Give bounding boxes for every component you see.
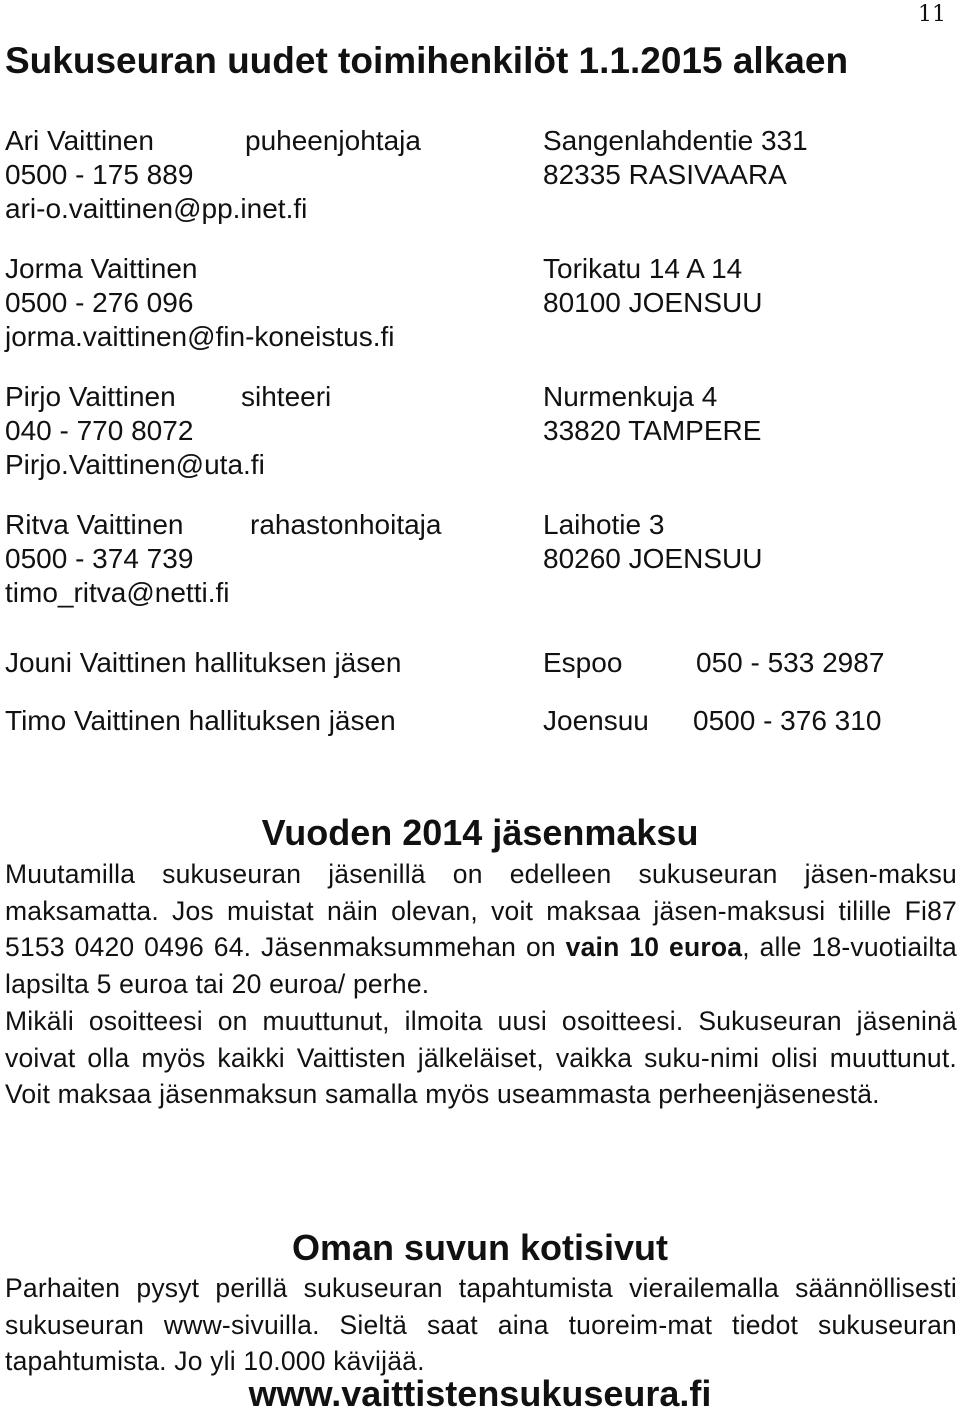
officer-phone: 0500 - 374 739: [5, 543, 194, 574]
fee-paragraph: [5, 856, 957, 1003]
officer-email: ari-o.vaittinen@pp.inet.fi: [5, 193, 308, 224]
officer-role: puheenjohtaja: [245, 125, 421, 156]
board-member-phone: 0500 - 376 310: [693, 705, 882, 736]
board-member-name: Jouni Vaittinen hallituksen jäsen: [5, 647, 402, 678]
address-change-paragraph: Mikäli osoitteesi on muuttunut, ilmoita uusi osoitteesi. Sukuseuran jäseninä voivat olla myös kaikki Vaittisten jälkeläiset, vaikka suku-nimi olisi muuttunut. Voit maksaa jäsenmaksun samalla myös useammasta perheenjäsenestä.: [5, 1005, 957, 1110]
officer-name: Ari Vaittinen: [5, 125, 154, 156]
officer-street: Laihotie 3: [543, 509, 665, 540]
fee-section-text: [5, 856, 957, 1113]
officer-name: Ritva Vaittinen: [5, 509, 184, 540]
fee-amount: vain 10 euroa: [565, 932, 743, 963]
fee-section-heading: Vuoden 2014 jäsenmaksu: [261, 812, 699, 853]
officer-name: Pirjo Vaittinen: [5, 381, 176, 412]
officer-name: Jorma Vaittinen: [5, 253, 198, 284]
officer-street: Sangenlahdentie 331: [543, 125, 808, 156]
officer-email: timo_ritva@netti.fi: [5, 577, 230, 608]
officer-email: Pirjo.Vaittinen@uta.fi: [5, 449, 265, 480]
officer-entry: [5, 124, 945, 226]
officer-list: [5, 124, 945, 610]
fee-paragraph-start: Muutamilla sukuseuran jäsenillä on edelleen sukuseuran jäsen-maksu maksamatta. Jos muistat näin olevan, voit maksaa jäsen-maksusi tilille Fi87 5153 0420 0496 64. Jäsenmaksummehan on: [5, 859, 957, 963]
board-member-city: Joensuu: [543, 705, 649, 736]
officer-street: Torikatu 14 A 14: [543, 253, 743, 284]
website-link[interactable]: www.vaittistensukuseura.fi: [248, 1373, 712, 1414]
officer-phone: 0500 - 276 096: [5, 287, 194, 318]
fee-paragraph-end: , alle 18-vuotiailta lapsilta 5 euroa tai 20 euroa/ perhe.: [5, 932, 957, 1000]
homepage-section-heading: Oman suvun kotisivut: [291, 1227, 669, 1268]
board-member-phone: 050 - 533 2987: [696, 647, 885, 678]
board-member-city: Espoo: [543, 647, 623, 678]
officer-role: sihteeri: [241, 381, 332, 412]
page-title: Sukuseuran uudet toimihenkilöt 1.1.2015 alkaen: [5, 40, 849, 81]
officer-city: 82335 RASIVAARA: [543, 159, 787, 190]
officer-role: rahastonhoitaja: [250, 509, 442, 540]
board-member-row: [5, 646, 945, 680]
officer-email: jorma.vaittinen@fin-koneistus.fi: [5, 321, 395, 352]
board-member-row: [5, 704, 945, 738]
officer-entry: [5, 380, 945, 482]
page-number: 11: [918, 2, 946, 27]
officer-city: 33820 TAMPERE: [543, 415, 762, 446]
homepage-section-text: [5, 1270, 957, 1380]
officer-city: 80260 JOENSUU: [543, 543, 763, 574]
officer-city: 80100 JOENSUU: [543, 287, 763, 318]
officer-entry: [5, 508, 945, 610]
homepage-paragraph: Parhaiten pysyt perillä sukuseuran tapahtumista vierailemalla säännöllisesti sukuseuran www-sivuilla. Sieltä saat aina tuoreim-mat tiedot sukuseuran tapahtumista. Jo yli 10.000 kävijää.: [5, 1273, 957, 1377]
officer-entry: [5, 252, 945, 354]
officer-phone: 0500 - 175 889: [5, 159, 194, 190]
officer-phone: 040 - 770 8072: [5, 415, 194, 446]
board-member-name: Timo Vaittinen hallituksen jäsen: [5, 705, 396, 736]
officer-street: Nurmenkuja 4: [543, 381, 718, 412]
